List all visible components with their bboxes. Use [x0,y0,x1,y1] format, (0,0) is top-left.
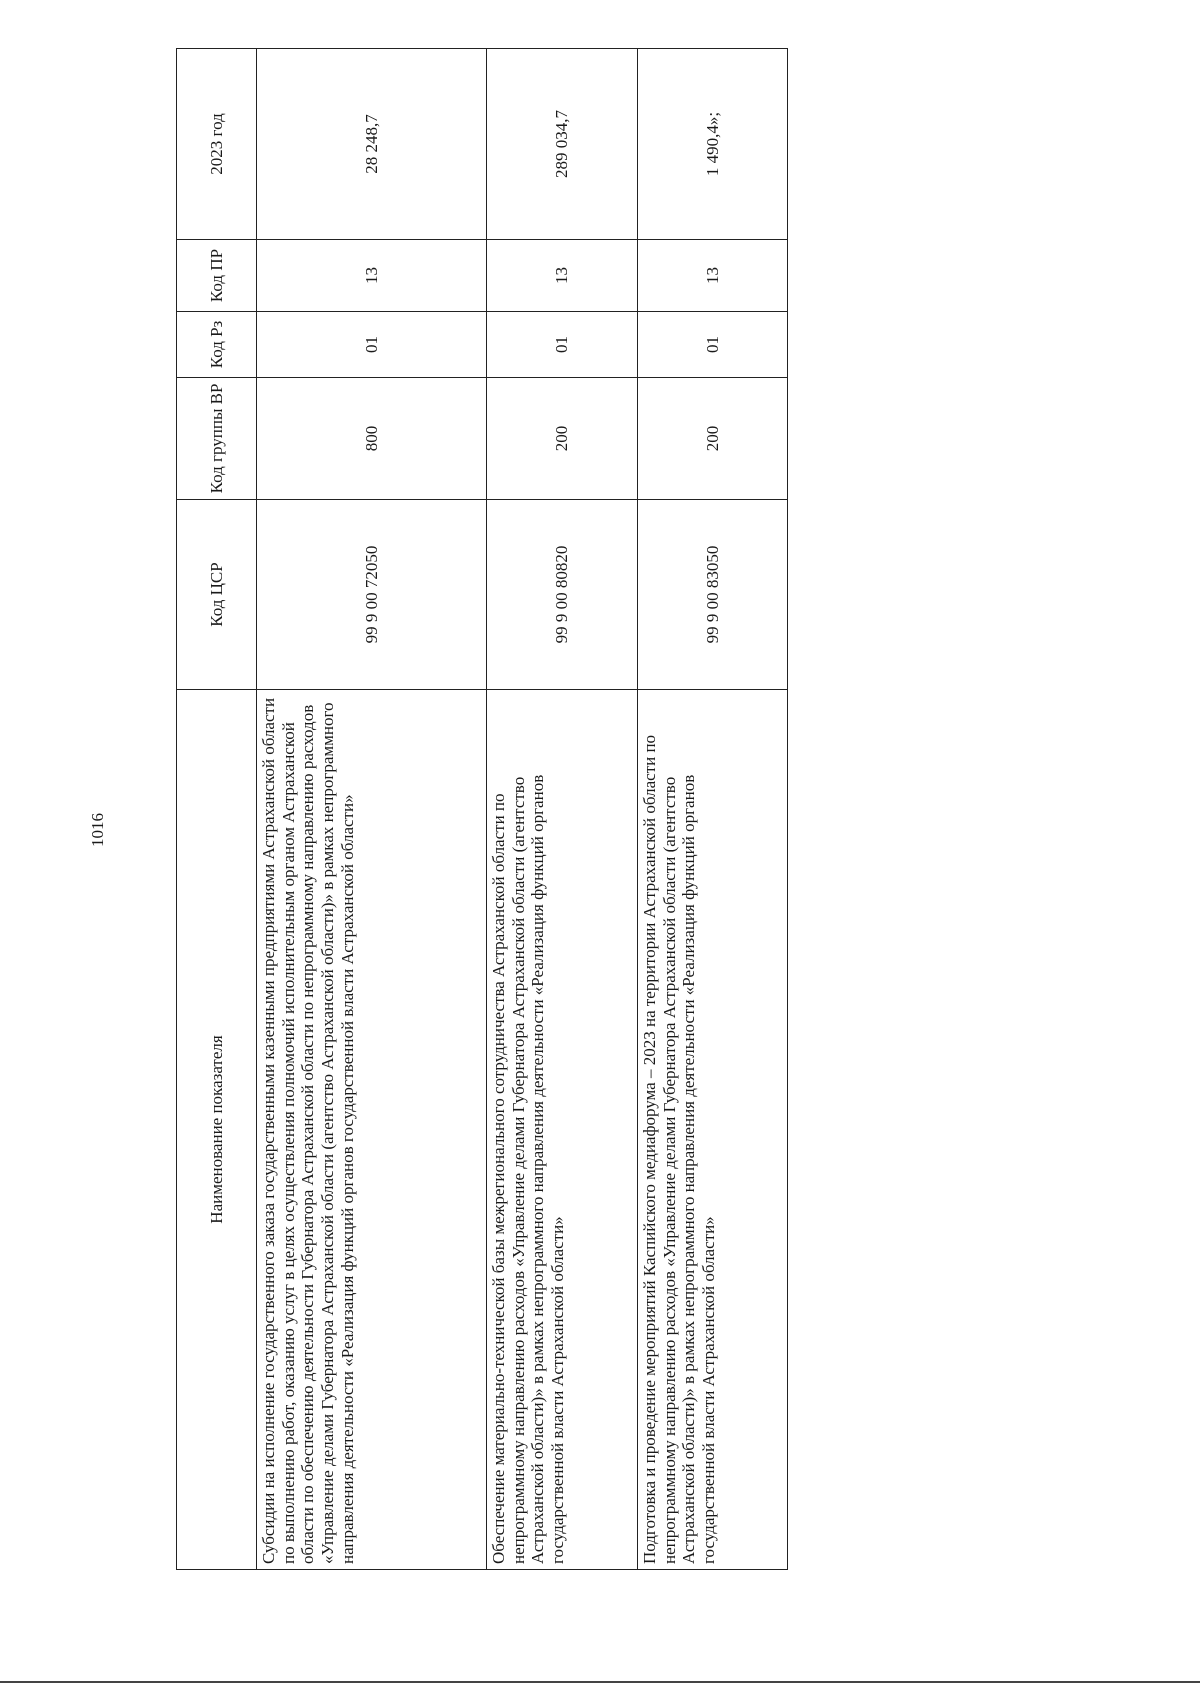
row-vr: 200 [637,378,787,500]
row-amount: 1 490,4»; [637,49,787,240]
rotated-table-container [176,49,788,1570]
row-csr: 99 9 00 72050 [257,500,487,690]
header-name: Наименование показателя [177,690,257,1570]
row-pr: 13 [257,240,487,312]
header-pr: Код ПР [177,240,257,312]
budget-table [176,48,788,1570]
row-vr: 200 [486,378,637,500]
table-row [637,49,787,1570]
table-header-row [177,49,257,1570]
page-number-text: 1016 [88,813,107,847]
row-csr: 99 9 00 83050 [637,500,787,690]
row-name: Субсидии на исполнение государственного заказа государственными казенными предприятиями Астраханской области по выполнению работ, оказанию услуг в целях осуществления полномочий исполнительным органом Астраханской области по обеспечению деятельности Губернатора Астраханской области по непрограммному направлению расходов «Управление делами Губернатора Астраханской области (агентство Астраханской области)» в рамках непрограммного направления деятельности «Реализация функций органов государственной власти Астраханской области» [257,690,487,1570]
table-row [257,49,487,1570]
header-year: 2023 год [177,49,257,240]
row-pr: 13 [486,240,637,312]
row-vr: 800 [257,378,487,500]
row-name: Обеспечение материально-технической базы межрегионального сотрудничества Астраханской области по непрограммному направлению расходов «Управление делами Губернатора Астраханской области (агентство Астраханской области)» в рамках непрограммного направления деятельности «Реализация функций органов государственной власти Астраханской области» [486,690,637,1570]
header-vr: Код группы ВР [177,378,257,500]
row-name: Подготовка и проведение мероприятий Каспийского медиафорума – 2023 на территории Астраханской области по непрограммному направлению расходов «Управление делами Губернатора Астраханской области (агентство Астраханской области)» в рамках непрограммного направления деятельности «Реализация функций органов государственной власти Астраханской области» [637,690,787,1570]
header-csr: Код ЦСР [177,500,257,690]
row-amount: 289 034,7 [486,49,637,240]
header-rz: Код Рз [177,312,257,378]
row-pr: 13 [637,240,787,312]
row-rz: 01 [257,312,487,378]
table-row [486,49,637,1570]
bottom-divider [0,1681,1200,1683]
row-rz: 01 [486,312,637,378]
row-amount: 28 248,7 [257,49,487,240]
page-number [78,800,118,860]
row-csr: 99 9 00 80820 [486,500,637,690]
row-rz: 01 [637,312,787,378]
